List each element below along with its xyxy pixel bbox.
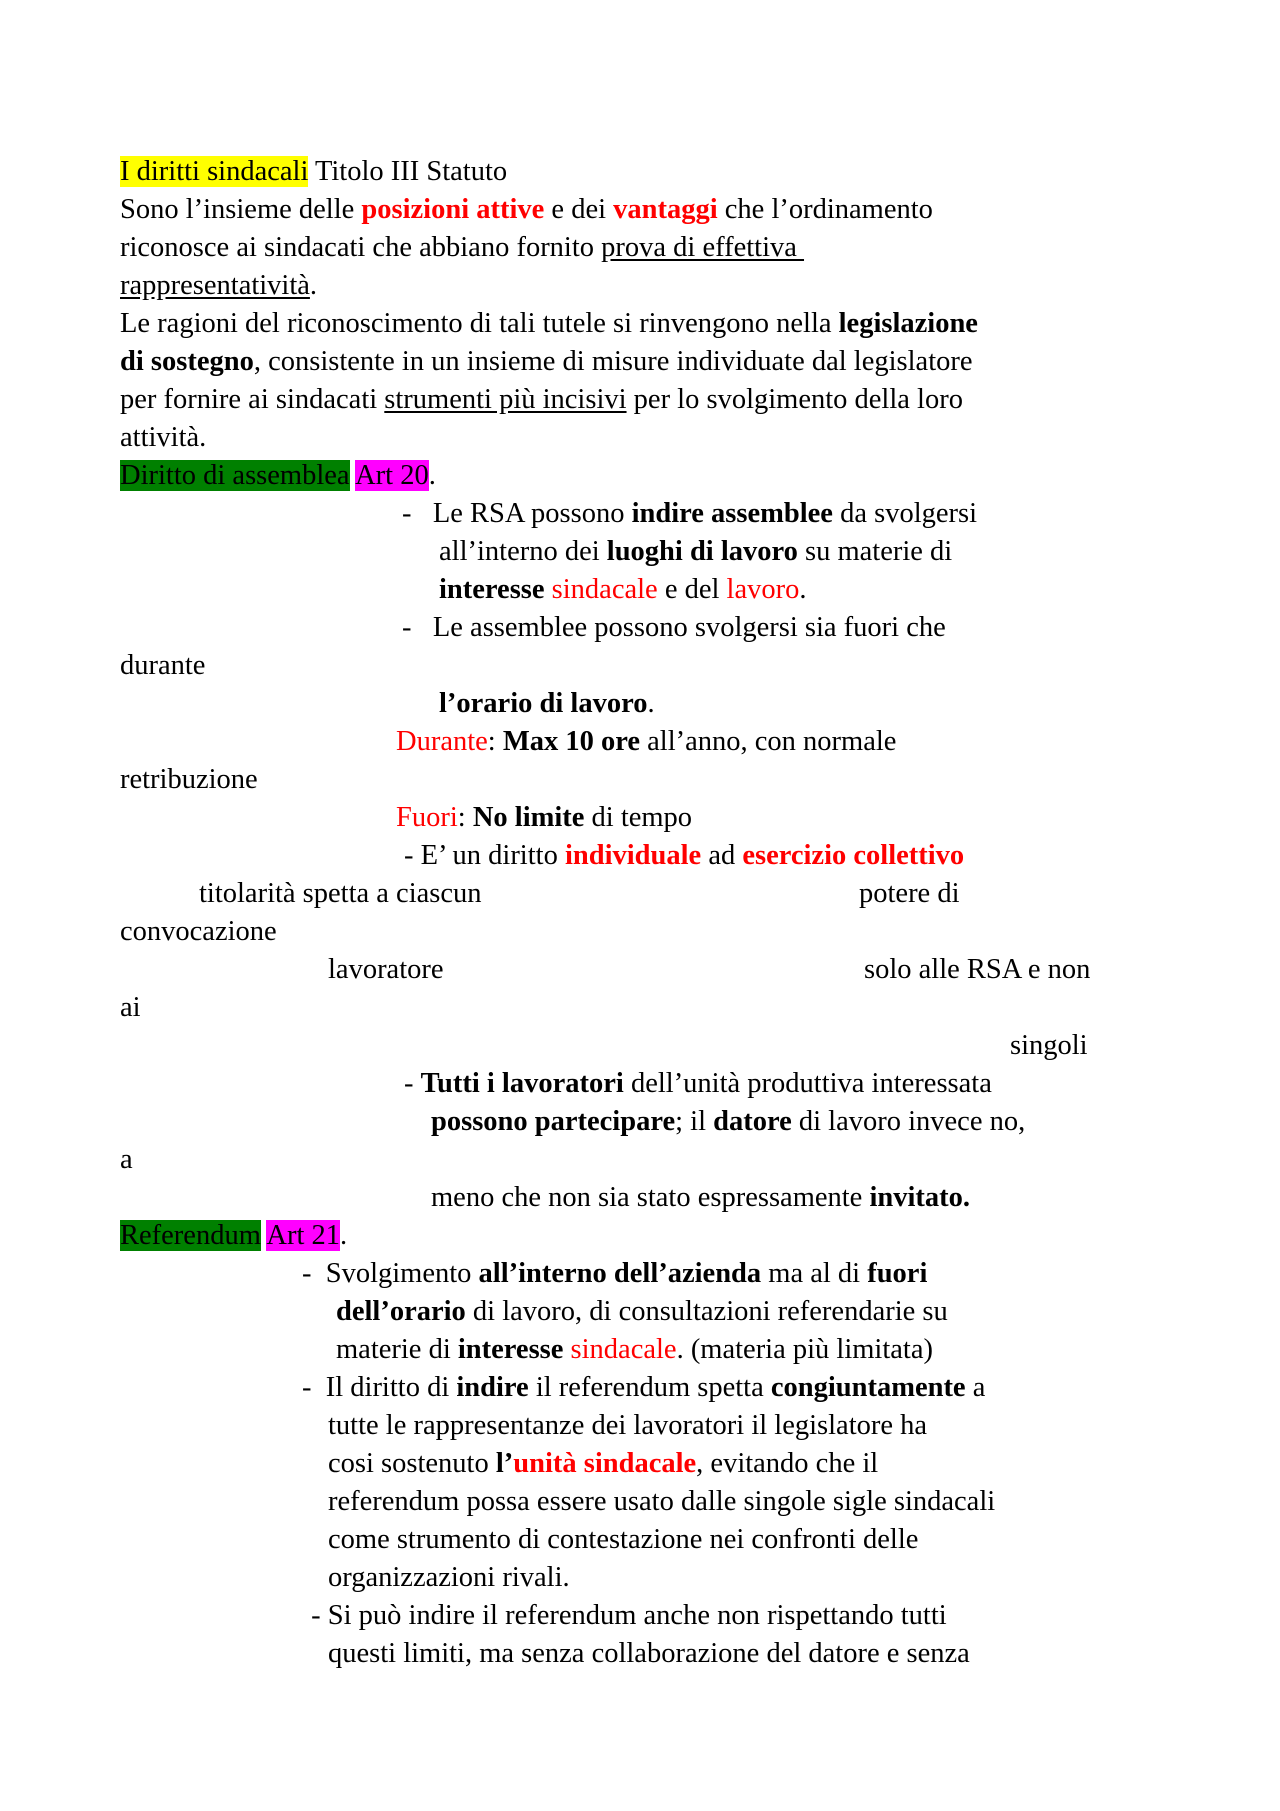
heading-referendum: [120, 1217, 347, 1255]
intro-line-1-run-4: che l’ordinamento: [717, 194, 933, 225]
assemblea-bullet-4-wrap: [120, 1141, 133, 1179]
intro-line-1-run-2: e dei: [544, 194, 614, 225]
assemblea-bullet-4-line-1-run-1: Tutti i lavoratori: [420, 1068, 624, 1099]
ai-wrap: [120, 989, 141, 1027]
durante-line-run-0: Durante: [396, 726, 488, 757]
ragioni-line-2-run-0: di sostegno: [120, 346, 254, 377]
assemblea-bullet-1-line-2-run-2: su materie di: [797, 536, 953, 567]
intro-line-2-run-1: prova di effettiva: [601, 232, 805, 263]
heading-referendum-run-2: Art 21: [266, 1220, 341, 1251]
assemblea-bullet-2-line-1: [402, 609, 946, 647]
assemblea-bullet-1-line-3-run-3: e del: [657, 574, 727, 605]
intro-line-3: [120, 267, 317, 305]
referendum-bullet-2-line-4: [328, 1483, 995, 1521]
referendum-bullet-1-line-2: [336, 1293, 948, 1331]
assemblea-bullet-1-line-3: [439, 571, 806, 609]
heading-diritti-sindacali-run-1: Titolo III Statuto: [308, 156, 508, 187]
assemblea-bullet-1-line-2-run-0: all’interno dei: [439, 536, 607, 567]
assemblea-bullet-4-line-3-run-1: invitato.: [869, 1182, 970, 1213]
assemblea-bullet-1-line-2: [439, 533, 952, 571]
referendum-bullet-2-line-1-run-2: il referendum spetta: [528, 1372, 771, 1403]
assemblea-bullet-3-run-0: - E’ un diritto: [404, 840, 565, 871]
assemblea-bullet-2-wrap: [120, 647, 205, 685]
ragioni-line-2: [120, 343, 973, 381]
referendum-bullet-2-line-1-run-4: a: [965, 1372, 986, 1403]
assemblea-bullet-4-line-3-run-0: meno che non sia stato espressamente: [431, 1182, 870, 1213]
assemblea-bullet-4-line-1-run-2: dell’unità produttiva interessata: [623, 1068, 992, 1099]
intro-line-2-run-0: riconosce ai sindacati che abbiano fornito: [120, 232, 602, 263]
ragioni-line-3-run-1: strumenti più incisivi: [384, 384, 627, 415]
assemblea-bullet-4-wrap-run-0: a: [120, 1144, 133, 1175]
intro-line-3-run-0: rappresentatività: [120, 270, 310, 301]
ai-wrap-run-0: ai: [120, 992, 141, 1023]
assemblea-bullet-2-line-1-run-0: - Le assemblee possono svolgersi sia fuori che: [402, 612, 946, 643]
assemblea-bullet-1-line-1-run-0: - Le RSA possono: [402, 498, 632, 529]
assemblea-bullet-2-line-2-run-0: l’orario di lavoro: [439, 688, 648, 719]
assemblea-bullet-3: [404, 837, 964, 875]
referendum-bullet-2-line-5: [328, 1521, 918, 1559]
titolarita-line-1: [199, 875, 482, 913]
referendum-bullet-1-line-3-run-4: . (materia più limitata): [676, 1334, 933, 1365]
assemblea-bullet-4-line-3: [431, 1179, 970, 1217]
referendum-bullet-2-line-2: [328, 1407, 927, 1445]
heading-referendum-run-0: Referendum: [120, 1220, 261, 1251]
intro-line-1: [120, 191, 933, 229]
durante-line-run-1: :: [487, 726, 503, 757]
referendum-bullet-3-line-1-run-0: - Si può indire il referendum anche non rispettando tutti: [304, 1600, 947, 1631]
assemblea-bullet-1-line-1: [402, 495, 977, 533]
referendum-bullet-2-line-3-run-3: , evitando che il: [696, 1448, 879, 1479]
assemblea-bullet-4-line-2-run-2: datore: [713, 1106, 792, 1137]
referendum-bullet-1-line-2-run-0: dell’orario: [336, 1296, 466, 1327]
referendum-bullet-1-line-1-run-0: - Svolgimento: [302, 1258, 479, 1289]
intro-line-3-run-1: .: [309, 270, 318, 301]
referendum-bullet-3-line-2: [328, 1635, 970, 1673]
referendum-bullet-2-line-6: [328, 1559, 570, 1597]
potere-line-1-run-0: potere di: [859, 878, 960, 909]
assemblea-bullet-3-run-3: esercizio collettivo: [742, 840, 965, 871]
assemblea-bullet-1-line-1-run-2: da svolgersi: [832, 498, 978, 529]
referendum-bullet-1-line-2-run-1: di lavoro, di consultazioni referendarie su: [465, 1296, 948, 1327]
ragioni-line-2-run-1: , consistente in un insieme di misure individuate dal legislatore: [253, 346, 973, 377]
assemblea-bullet-1-line-3-run-2: sindacale: [551, 574, 658, 605]
assemblea-bullet-1-line-1-run-1: indire assemblee: [631, 498, 833, 529]
potere-line-2-run-0: solo alle RSA e non: [864, 954, 1091, 985]
ragioni-line-4-run-0: attività.: [120, 422, 207, 453]
heading-diritto-assemblea-run-3: .: [428, 460, 436, 491]
assemblea-bullet-4-line-1: [404, 1065, 992, 1103]
assemblea-bullet-1-line-3-run-5: .: [799, 574, 807, 605]
fuori-line-run-1: :: [457, 802, 473, 833]
assemblea-bullet-2-wrap-run-0: durante: [120, 650, 206, 681]
fuori-line-run-2: No limite: [472, 802, 585, 833]
potere-line-3-run-0: singoli: [1010, 1030, 1088, 1061]
durante-line: [396, 723, 896, 761]
potere-line-2: [864, 951, 1090, 989]
intro-line-2: [120, 229, 804, 267]
intro-line-1-run-3: vantaggi: [613, 194, 718, 225]
titolarita-line-1-run-0: titolarità spetta a ciascun: [199, 878, 482, 909]
heading-diritti-sindacali: [120, 153, 507, 191]
referendum-bullet-1-line-3-run-1: interesse: [457, 1334, 564, 1365]
durante-line-run-3: all’anno, con normale: [640, 726, 897, 757]
referendum-bullet-2-line-1-run-3: congiuntamente: [770, 1372, 966, 1403]
assemblea-bullet-3-run-2: ad: [701, 840, 743, 871]
referendum-bullet-1-line-3: [336, 1331, 933, 1369]
referendum-bullet-2-line-1: [302, 1369, 985, 1407]
heading-diritto-assemblea-run-2: Art 20: [355, 460, 429, 491]
heading-referendum-run-3: .: [340, 1220, 348, 1251]
assemblea-bullet-1-line-3-run-4: lavoro: [726, 574, 800, 605]
referendum-bullet-2-line-3: [328, 1445, 878, 1483]
ragioni-line-4: [120, 419, 206, 457]
convocazione-wrap: [120, 913, 277, 951]
ragioni-line-1: [120, 305, 978, 343]
referendum-bullet-2-line-4-run-0: referendum possa essere usato dalle singole sigle sindacali: [328, 1486, 996, 1517]
intro-line-1-run-1: posizioni attive: [361, 194, 545, 225]
ragioni-line-3-run-2: per lo svolgimento della loro: [626, 384, 963, 415]
heading-diritti-sindacali-run-0: I diritti sindacali: [120, 156, 309, 187]
assemblea-bullet-4-line-2-run-3: di lavoro invece no,: [791, 1106, 1026, 1137]
referendum-bullet-3-line-1: [304, 1597, 947, 1635]
assemblea-bullet-3-run-1: individuale: [564, 840, 702, 871]
ragioni-line-3: [120, 381, 963, 419]
potere-line-3: [1010, 1027, 1088, 1065]
ragioni-line-3-run-0: per fornire ai sindacati: [120, 384, 385, 415]
assemblea-bullet-4-line-2-run-0: possono partecipare: [431, 1106, 676, 1137]
assemblea-bullet-2-line-2: [439, 685, 655, 723]
potere-line-1: [859, 875, 960, 913]
referendum-bullet-3-line-2-run-0: questi limiti, ma senza collaborazione del datore e senza: [328, 1638, 970, 1669]
heading-diritto-assemblea-run-0: Diritto di assemblea: [120, 460, 350, 491]
ragioni-line-1-run-1: legislazione: [838, 308, 978, 339]
referendum-bullet-2-line-3-run-1: l’: [495, 1448, 514, 1479]
assemblea-bullet-4-line-1-run-0: -: [404, 1068, 421, 1099]
referendum-bullet-1-line-3-run-2: [563, 1334, 570, 1365]
referendum-bullet-1-line-1-run-1: all’interno dell’azienda: [478, 1258, 762, 1289]
titolarita-line-2: [328, 951, 444, 989]
convocazione-wrap-run-0: convocazione: [120, 916, 277, 947]
durante-wrap-run-0: retribuzione: [120, 764, 258, 795]
referendum-bullet-1-line-1: [302, 1255, 927, 1293]
heading-diritto-assemblea: [120, 457, 436, 495]
titolarita-line-2-run-0: lavoratore: [328, 954, 444, 985]
referendum-bullet-2-line-1-run-0: - Il diritto di: [302, 1372, 457, 1403]
referendum-bullet-2-line-2-run-0: tutte le rappresentanze dei lavoratori il legislatore ha: [328, 1410, 928, 1441]
fuori-line: [396, 799, 692, 837]
referendum-bullet-2-line-3-run-2: unità sindacale: [513, 1448, 697, 1479]
ragioni-line-1-run-0: Le ragioni del riconoscimento di tali tutele si rinvengono nella: [120, 308, 839, 339]
referendum-bullet-1-line-1-run-3: fuori: [867, 1258, 928, 1289]
assemblea-bullet-1-line-3-run-0: interesse: [439, 574, 545, 605]
assemblea-bullet-2-line-2-run-1: .: [647, 688, 655, 719]
intro-line-1-run-0: Sono l’insieme delle: [120, 194, 362, 225]
referendum-bullet-2-line-6-run-0: organizzazioni rivali.: [328, 1562, 570, 1593]
assemblea-bullet-4-line-2-run-1: ; il: [675, 1106, 714, 1137]
referendum-bullet-2-line-1-run-1: indire: [456, 1372, 529, 1403]
referendum-bullet-1-line-1-run-2: ma al di: [761, 1258, 868, 1289]
fuori-line-run-0: Fuori: [396, 802, 458, 833]
durante-line-run-2: Max 10 ore: [502, 726, 641, 757]
fuori-line-run-3: di tempo: [584, 802, 693, 833]
referendum-bullet-1-line-3-run-3: sindacale: [570, 1334, 677, 1365]
assemblea-bullet-1-line-3-run-1: [545, 574, 552, 605]
durante-wrap: [120, 761, 258, 799]
assemblea-bullet-4-line-2: [431, 1103, 1025, 1141]
referendum-bullet-2-line-5-run-0: come strumento di contestazione nei confronti delle: [328, 1524, 919, 1555]
referendum-bullet-1-line-3-run-0: materie di: [336, 1334, 458, 1365]
referendum-bullet-2-line-3-run-0: cosi sostenuto: [328, 1448, 496, 1479]
assemblea-bullet-1-line-2-run-1: luoghi di lavoro: [606, 536, 798, 567]
